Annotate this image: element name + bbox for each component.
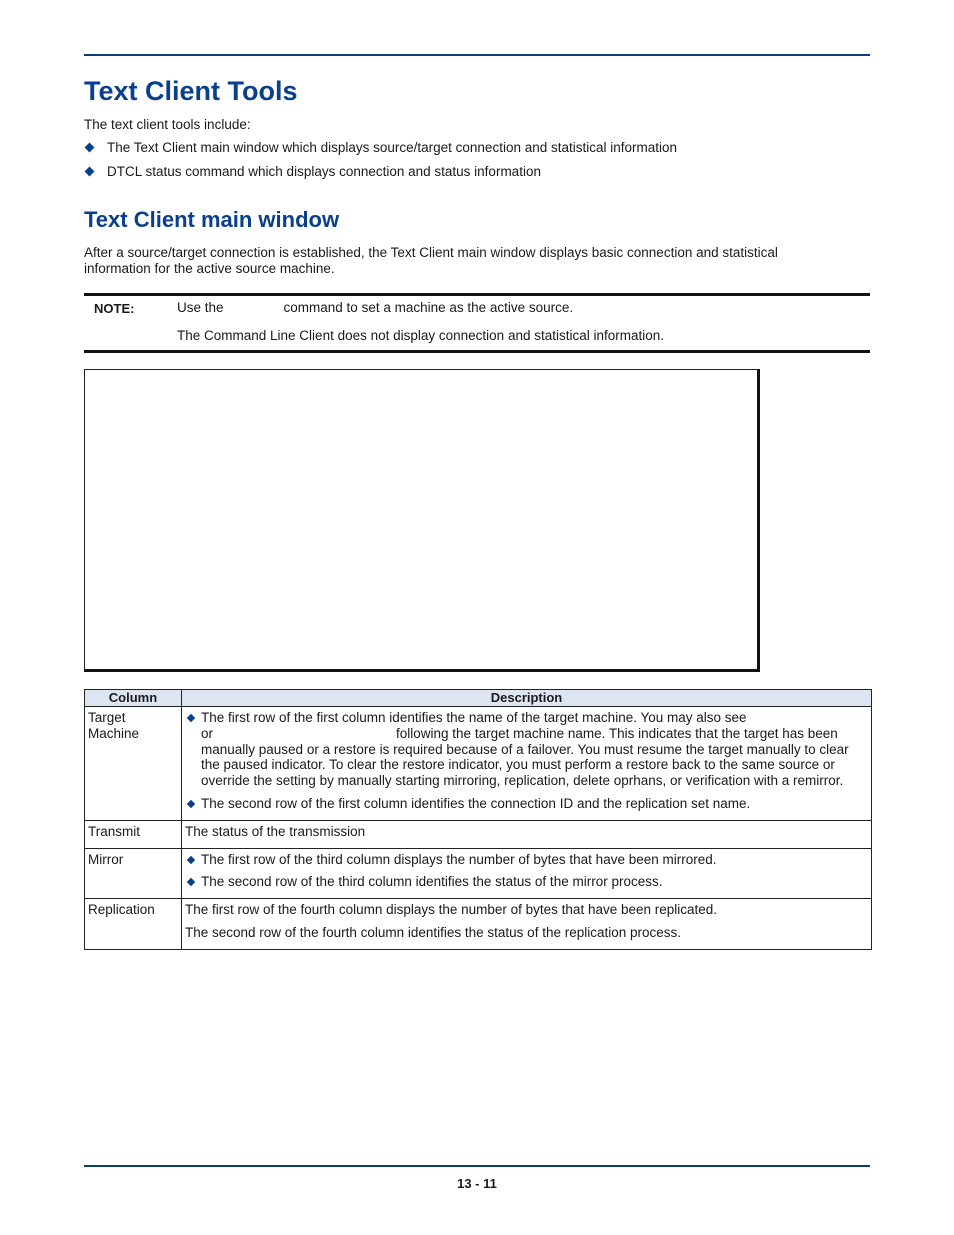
note-label: NOTE: <box>94 301 135 316</box>
row-description <box>182 848 872 899</box>
column-description-table <box>84 689 872 950</box>
section-heading: Text Client main window <box>84 207 340 232</box>
diamond-bullet-icon <box>187 800 195 808</box>
note-line-1: Use the command to set a machine as the active source. <box>177 300 574 315</box>
page-title: Text Client Tools <box>84 76 298 106</box>
list-item: The Text Client main window which displays source/target connection and statistical information <box>84 140 677 156</box>
diamond-bullet-icon <box>85 143 95 153</box>
row-name: Target Machine <box>85 707 182 821</box>
footer-rule <box>84 1165 870 1167</box>
row-description: The first row of the fourth column displays the number of bytes that have been replicated. The second row of the fourth column identifies the status of the replication process. <box>182 899 872 950</box>
diamond-bullet-icon <box>187 714 195 722</box>
row-description: The status of the transmission <box>182 820 872 848</box>
header-rule <box>84 54 870 56</box>
note-box <box>84 293 870 353</box>
table-row <box>85 899 872 950</box>
column-header: Column <box>85 690 182 707</box>
description-header: Description <box>182 690 872 707</box>
list-item: The first row of the third column displays the number of bytes that have been mirrored. <box>185 852 868 868</box>
note-line-2: The Command Line Client does not display connection and statistical information. <box>177 328 665 343</box>
table-row <box>85 820 872 848</box>
table-row <box>85 707 872 821</box>
list-item: The second row of the third column identifies the status of the mirror process. <box>185 874 868 890</box>
table-row <box>85 848 872 899</box>
text-client-screenshot <box>84 369 760 672</box>
list-item: The second row of the first column identifies the connection ID and the replication set name. <box>185 796 868 812</box>
diamond-bullet-icon <box>187 855 195 863</box>
table-header-row <box>85 690 872 707</box>
diamond-bullet-icon <box>85 167 95 177</box>
row-name: Replication <box>85 899 182 950</box>
list-item: DTCL status command which displays connection and status information <box>84 164 541 180</box>
page-number: 13 - 11 <box>457 1176 497 1191</box>
intro-text: The text client tools include: <box>84 117 251 132</box>
diamond-bullet-icon <box>187 878 195 886</box>
list-item: The first row of the first column identifies the name of the target machine. You may also see or following the target machine name. This indicates that the target has been manually paused or a restore is required because of a failover. You must resume the target manually to clear the paused indicator. To clear the restore indicator, you must perform a restore back to the same source or override the setting by manually starting mirroring, replication, delete oprhans, or verification with a remirror. <box>185 710 868 789</box>
row-description <box>182 707 872 821</box>
row-name: Transmit <box>85 820 182 848</box>
row-name: Mirror <box>85 848 182 899</box>
section-paragraph: After a source/target connection is established, the Text Client main window displays basic connection and statistical information for the active source machine. <box>84 245 778 276</box>
